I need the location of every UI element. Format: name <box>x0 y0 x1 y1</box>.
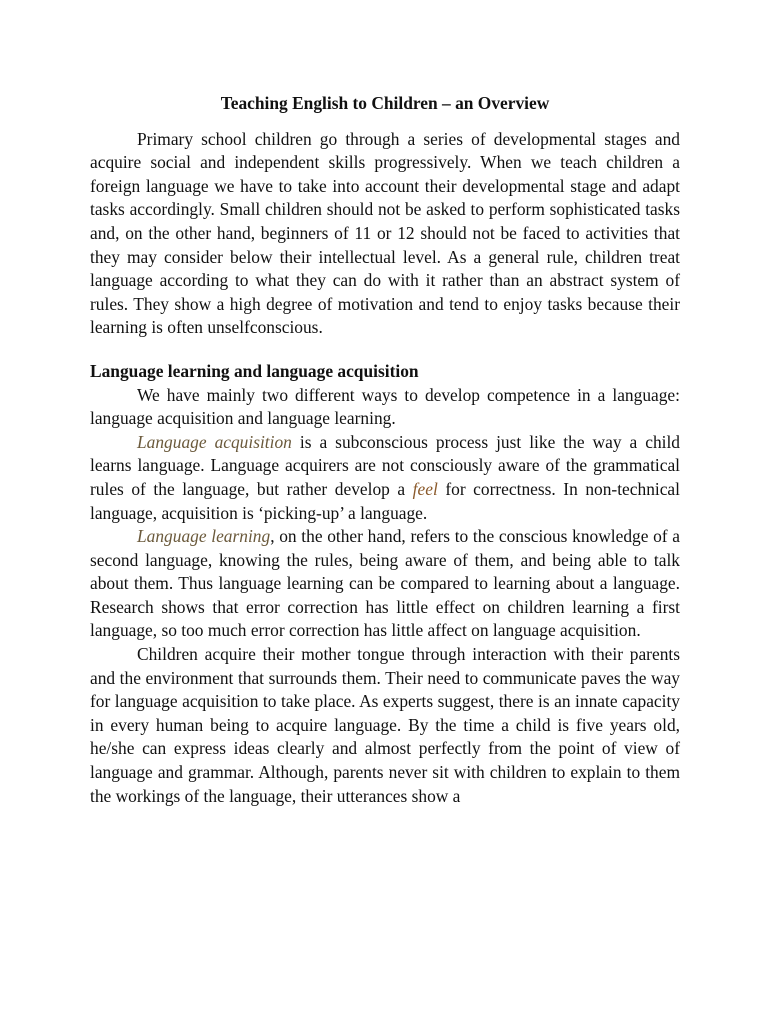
paragraph-mother-tongue: Children acquire their mother tongue through interaction with their parents and the environment that surrounds them. Their need to communicate paves the way for language acquisition to take place. As experts suggest, there is an innate capacity in every human being to acquire language. By the time a child is five years old, he/she can express ideas clearly and almost perfectly from the point of view of language and grammar. Although, parents never sit with children to explain to them the workings of the language, their utterances show a <box>90 644 680 806</box>
learning-text: , on the other hand, refers to the conscious knowledge of a second language, knowing the rules, being aware of them, and being able to talk about them. Thus language learning can be compared to learning about a language. Research shows that error correction has little effect on children learning a first language, so too much error correction has little affect on language acquisition. <box>90 526 680 641</box>
document-title: Teaching English to Children – an Overview <box>220 93 550 113</box>
section-heading: Language learning and language acquisition <box>90 360 419 381</box>
paragraph-acquisition <box>90 431 680 525</box>
intro-paragraph: Primary school children go through a series of developmental stages and acquire social and independent skills progressively. When we teach children a foreign language we have to take into account their developmental stage and adapt tasks accordingly. Small children should not be asked to perform sophisticated tasks and, on the other hand, beginners of 11 or 12 should not be faced to activities that they may consider below their intellectual level. As a general rule, children treat language according to what they can do with it rather than an abstract system of rules. They show a high degree of motivation and tend to enjoy tasks because their learning is often unselfconscious. <box>90 128 680 338</box>
acquisition-text-before: is a subconscious process just like the way a child learns language. Language acquirers are not consciously aware of the grammatical rules of the language, but rather develop a <box>90 431 681 499</box>
acquisition-text-after: for correctness. In non-technical language, acquisition is ‘picking-up’ a language. <box>90 478 680 523</box>
term-language-acquisition: Language acquisition <box>137 431 292 452</box>
term-feel: feel <box>412 478 438 499</box>
paragraph-two: We have mainly two different ways to develop competence in a language: language acquisition and language learning. <box>90 384 680 429</box>
paragraph-learning <box>90 525 680 643</box>
document-page <box>90 92 680 808</box>
term-language-learning: Language learning <box>137 526 271 547</box>
